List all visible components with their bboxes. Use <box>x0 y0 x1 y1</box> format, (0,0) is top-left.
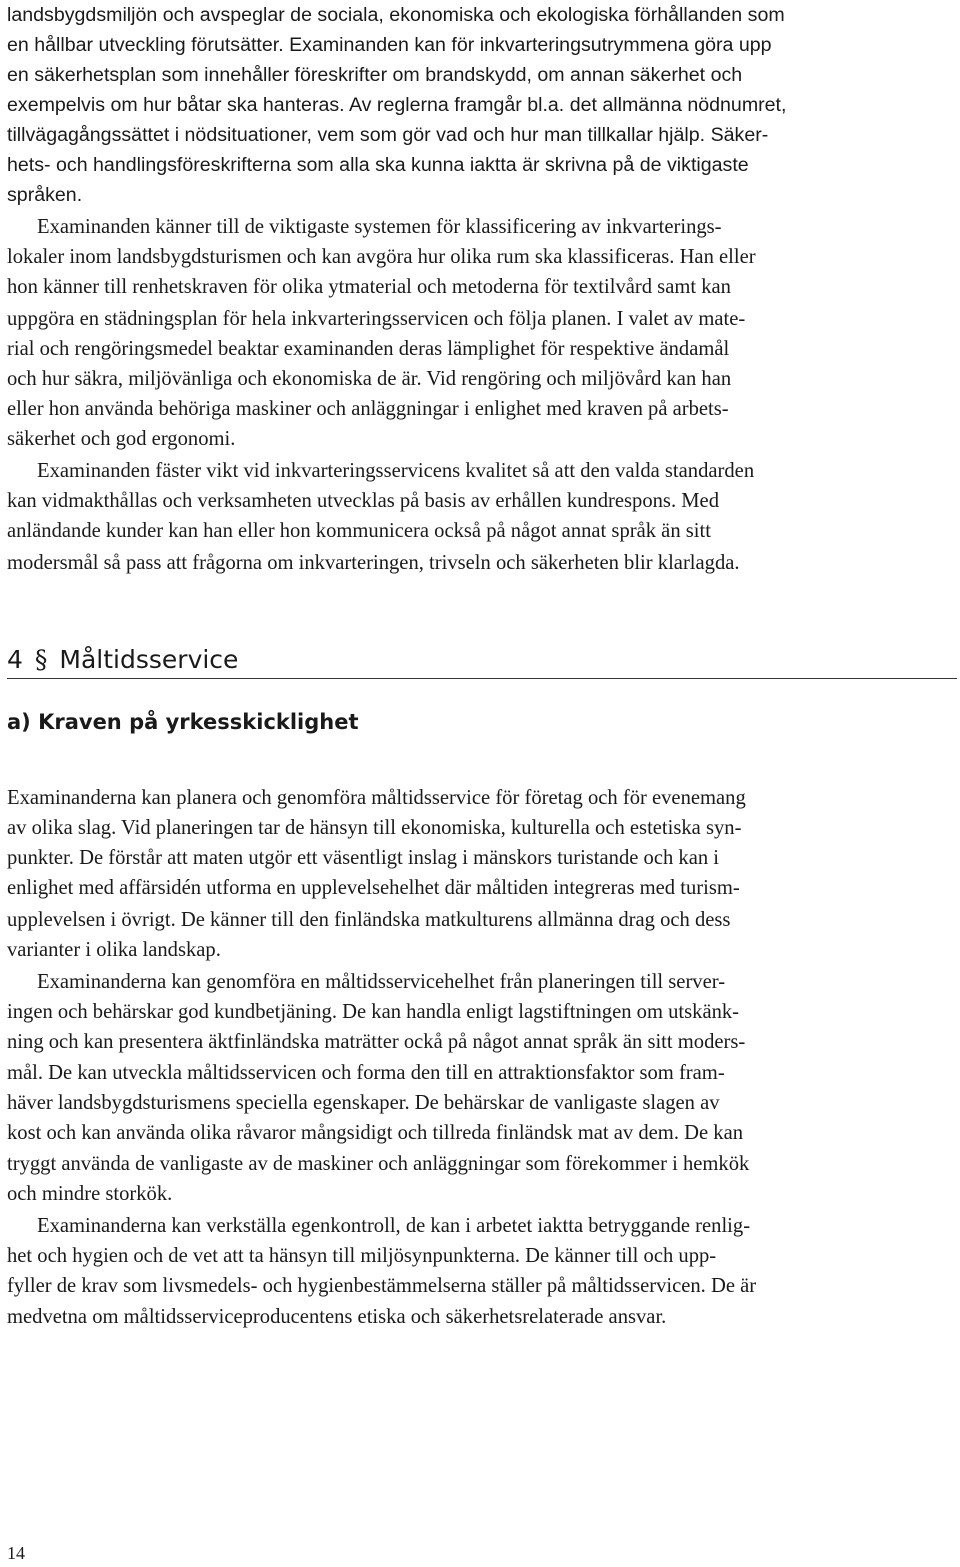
text-line: landsbygdsmiljön och avspeglar de sociala, ekonomiska och ekologiska förhållanden som <box>7 4 785 26</box>
text-line: Examinanden fäster vikt vid inkvarteringsservicens kvalitet så att den valda standarden <box>37 460 755 482</box>
text-line: och mindre storkök. <box>7 1183 173 1205</box>
text-line: het och hygien och de vet att ta hänsyn till miljösynpunkterna. De känner till och upp- <box>7 1245 717 1267</box>
text-line: en hållbar utveckling förutsätter. Examinanden kan för inkvarteringsutrymmena göra upp <box>7 34 772 56</box>
text-line: exempelvis om hur båtar ska hanteras. Av reglerna framgår bl.a. det allmänna nödnumret, <box>7 94 787 116</box>
text-line: punkter. De förstår att maten utgör ett väsentligt inslag i mänskors turistande och kan i <box>7 847 720 869</box>
text-line: säkerhet och god ergonomi. <box>7 428 236 450</box>
text-line: varianter i olika landskap. <box>7 939 221 961</box>
text-line: medvetna om måltidsserviceproducentens etiska och säkerhetsrelaterade ansvar. <box>7 1306 667 1328</box>
section-title: Måltidsservice <box>59 645 239 674</box>
text-line: upplevelsen i övrigt. De känner till den finländska matkulturens allmänna drag och dess <box>7 909 731 931</box>
text-line: Examinanderna kan planera och genomföra måltidsservice för företag och för evenemang <box>7 787 746 809</box>
text-line: fyller de krav som livsmedels- och hygienbestämmelserna ställer på måltidsservicen. De är <box>7 1275 757 1297</box>
text-line: tryggt använda de vanligaste av de maskiner och anläggningar som förekommer i hemkök <box>7 1153 750 1175</box>
text-line: ingen och behärskar god kundbetjäning. De kan handla enligt lagstiftningen om utskänk- <box>7 1001 740 1023</box>
section-sign: § <box>34 645 48 674</box>
text-line: Examinanderna kan genomföra en måltidsservicehelhet från planeringen till server- <box>37 971 726 993</box>
text-line: uppgöra en städningsplan för hela inkvarteringsservicen och följa planen. I valet av mate- <box>7 308 746 330</box>
text-line: språken. <box>7 184 83 206</box>
text-line: hon känner till renhetskraven för olika ytmaterial och metoderna för textilvård samt kan <box>7 276 731 298</box>
text-line: mål. De kan utveckla måltidsservicen och forma den till en attraktionsfaktor som fram- <box>7 1062 725 1084</box>
text-line: av olika slag. Vid planeringen tar de hänsyn till ekonomiska, kulturella och estetiska syn- <box>7 817 742 839</box>
text-line: och hur säkra, miljövänliga och ekonomiska de är. Vid rengöring och miljövård kan han <box>7 368 732 390</box>
text-line: hets- och handlingsföreskrifterna som alla ska kunna iaktta är skrivna på de viktigaste <box>7 154 749 176</box>
section-heading <box>7 643 957 679</box>
text-line: modersmål så pass att frågorna om inkvarteringen, trivseln och säkerheten blir klarlagda. <box>7 552 740 574</box>
text-line: häver landsbygdsturismens speciella egenskaper. De behärskar de vanligaste slagen av <box>7 1092 720 1114</box>
text-line: ning och kan presentera äktfinländska maträtter ockå på något annat språk än sitt moders- <box>7 1031 746 1053</box>
text-line: Examinanderna kan verkställa egenkontroll, de kan i arbetet iaktta betryggande renlig- <box>37 1215 751 1237</box>
text-line: kan vidmakthållas och verksamheten utvecklas på basis av erhållen kundrespons. Med <box>7 490 719 512</box>
text-line: lokaler inom landsbygdsturismen och kan avgöra hur olika rum ska klassificeras. Han eller <box>7 246 756 268</box>
text-line: rial och rengöringsmedel beaktar examinanden deras lämplighet för respektive ändamål <box>7 338 730 360</box>
subsection-heading: a) Kraven på yrkesskicklighet <box>7 710 359 734</box>
section-number: 4 <box>7 645 23 674</box>
text-line: enlighet med affärsidén utforma en upplevelsehelhet där måltiden integreras med turism- <box>7 877 740 899</box>
text-line: eller hon använda behöriga maskiner och anläggningar i enlighet med kraven på arbets- <box>7 398 729 420</box>
text-line: kost och kan använda olika råvaror mångsidigt och tillreda finländsk mat av dem. De kan <box>7 1122 744 1144</box>
text-line: anländande kunder kan han eller hon kommunicera också på något annat språk än sitt <box>7 520 711 542</box>
text-line: Examinanden känner till de viktigaste systemen för klassificering av inkvarterings- <box>37 216 722 238</box>
text-line: tillvägagångssättet i nödsituationer, vem som gör vad och hur man tillkallar hjälp. Säker- <box>7 124 769 146</box>
text-line: en säkerhetsplan som innehåller föreskrifter om brandskydd, om annan säkerhet och <box>7 64 743 86</box>
page-number: 14 <box>7 1543 25 1563</box>
